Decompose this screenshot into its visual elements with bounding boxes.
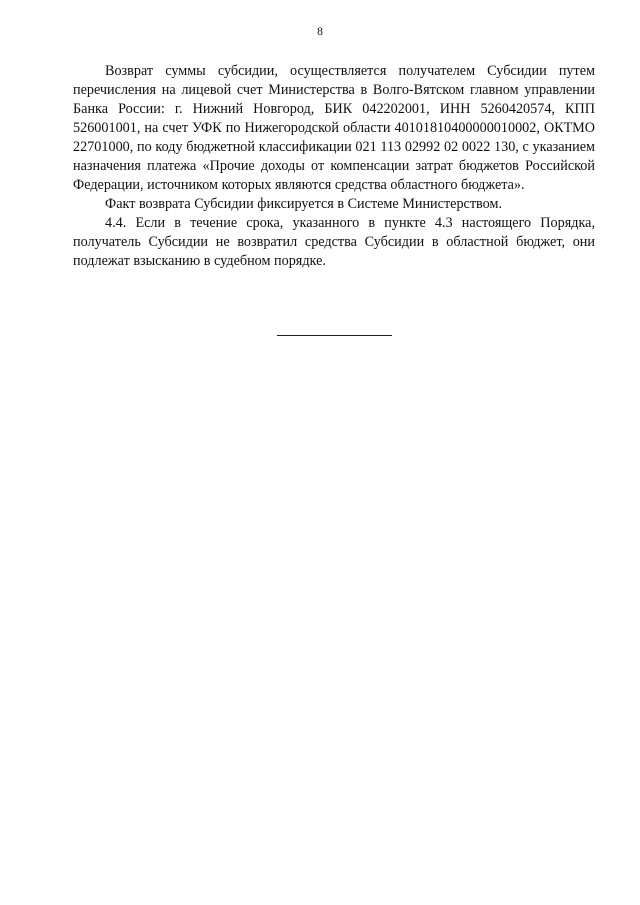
paragraph-4-4: 4.4. Если в течение срока, указанного в пункте 4.3 настоящего Порядка, получатель Субсидии не возвратил средства Субсидии в областной бюджет, они подлежат взысканию в судебном порядке. bbox=[73, 215, 595, 269]
document-body bbox=[73, 62, 595, 271]
paragraph-return-fact: Факт возврата Субсидии фиксируется в Системе Министерством. bbox=[105, 196, 502, 212]
paragraph-subsidy-return: Возврат суммы субсидии, осуществляется получателем Субсидии путем перечисления на лицевой счет Министерства в Волго-Вятском главном управлении Банка России: г. Нижний Новгород, БИК 042202001, ИНН 5260420574, КПП 526001001, на счет УФК по Нижегородской области 40101810400000010002, ОКТМО 22701000, по коду бюджетной классификации 021 113 02992 02 0022 130, с указанием назначения платежа «Прочие доходы от компенсации затрат бюджетов Российской Федерации, источником которых являются средства областного бюджета». bbox=[73, 63, 595, 193]
end-of-text-rule bbox=[277, 335, 392, 336]
page-number: 8 bbox=[317, 26, 323, 38]
